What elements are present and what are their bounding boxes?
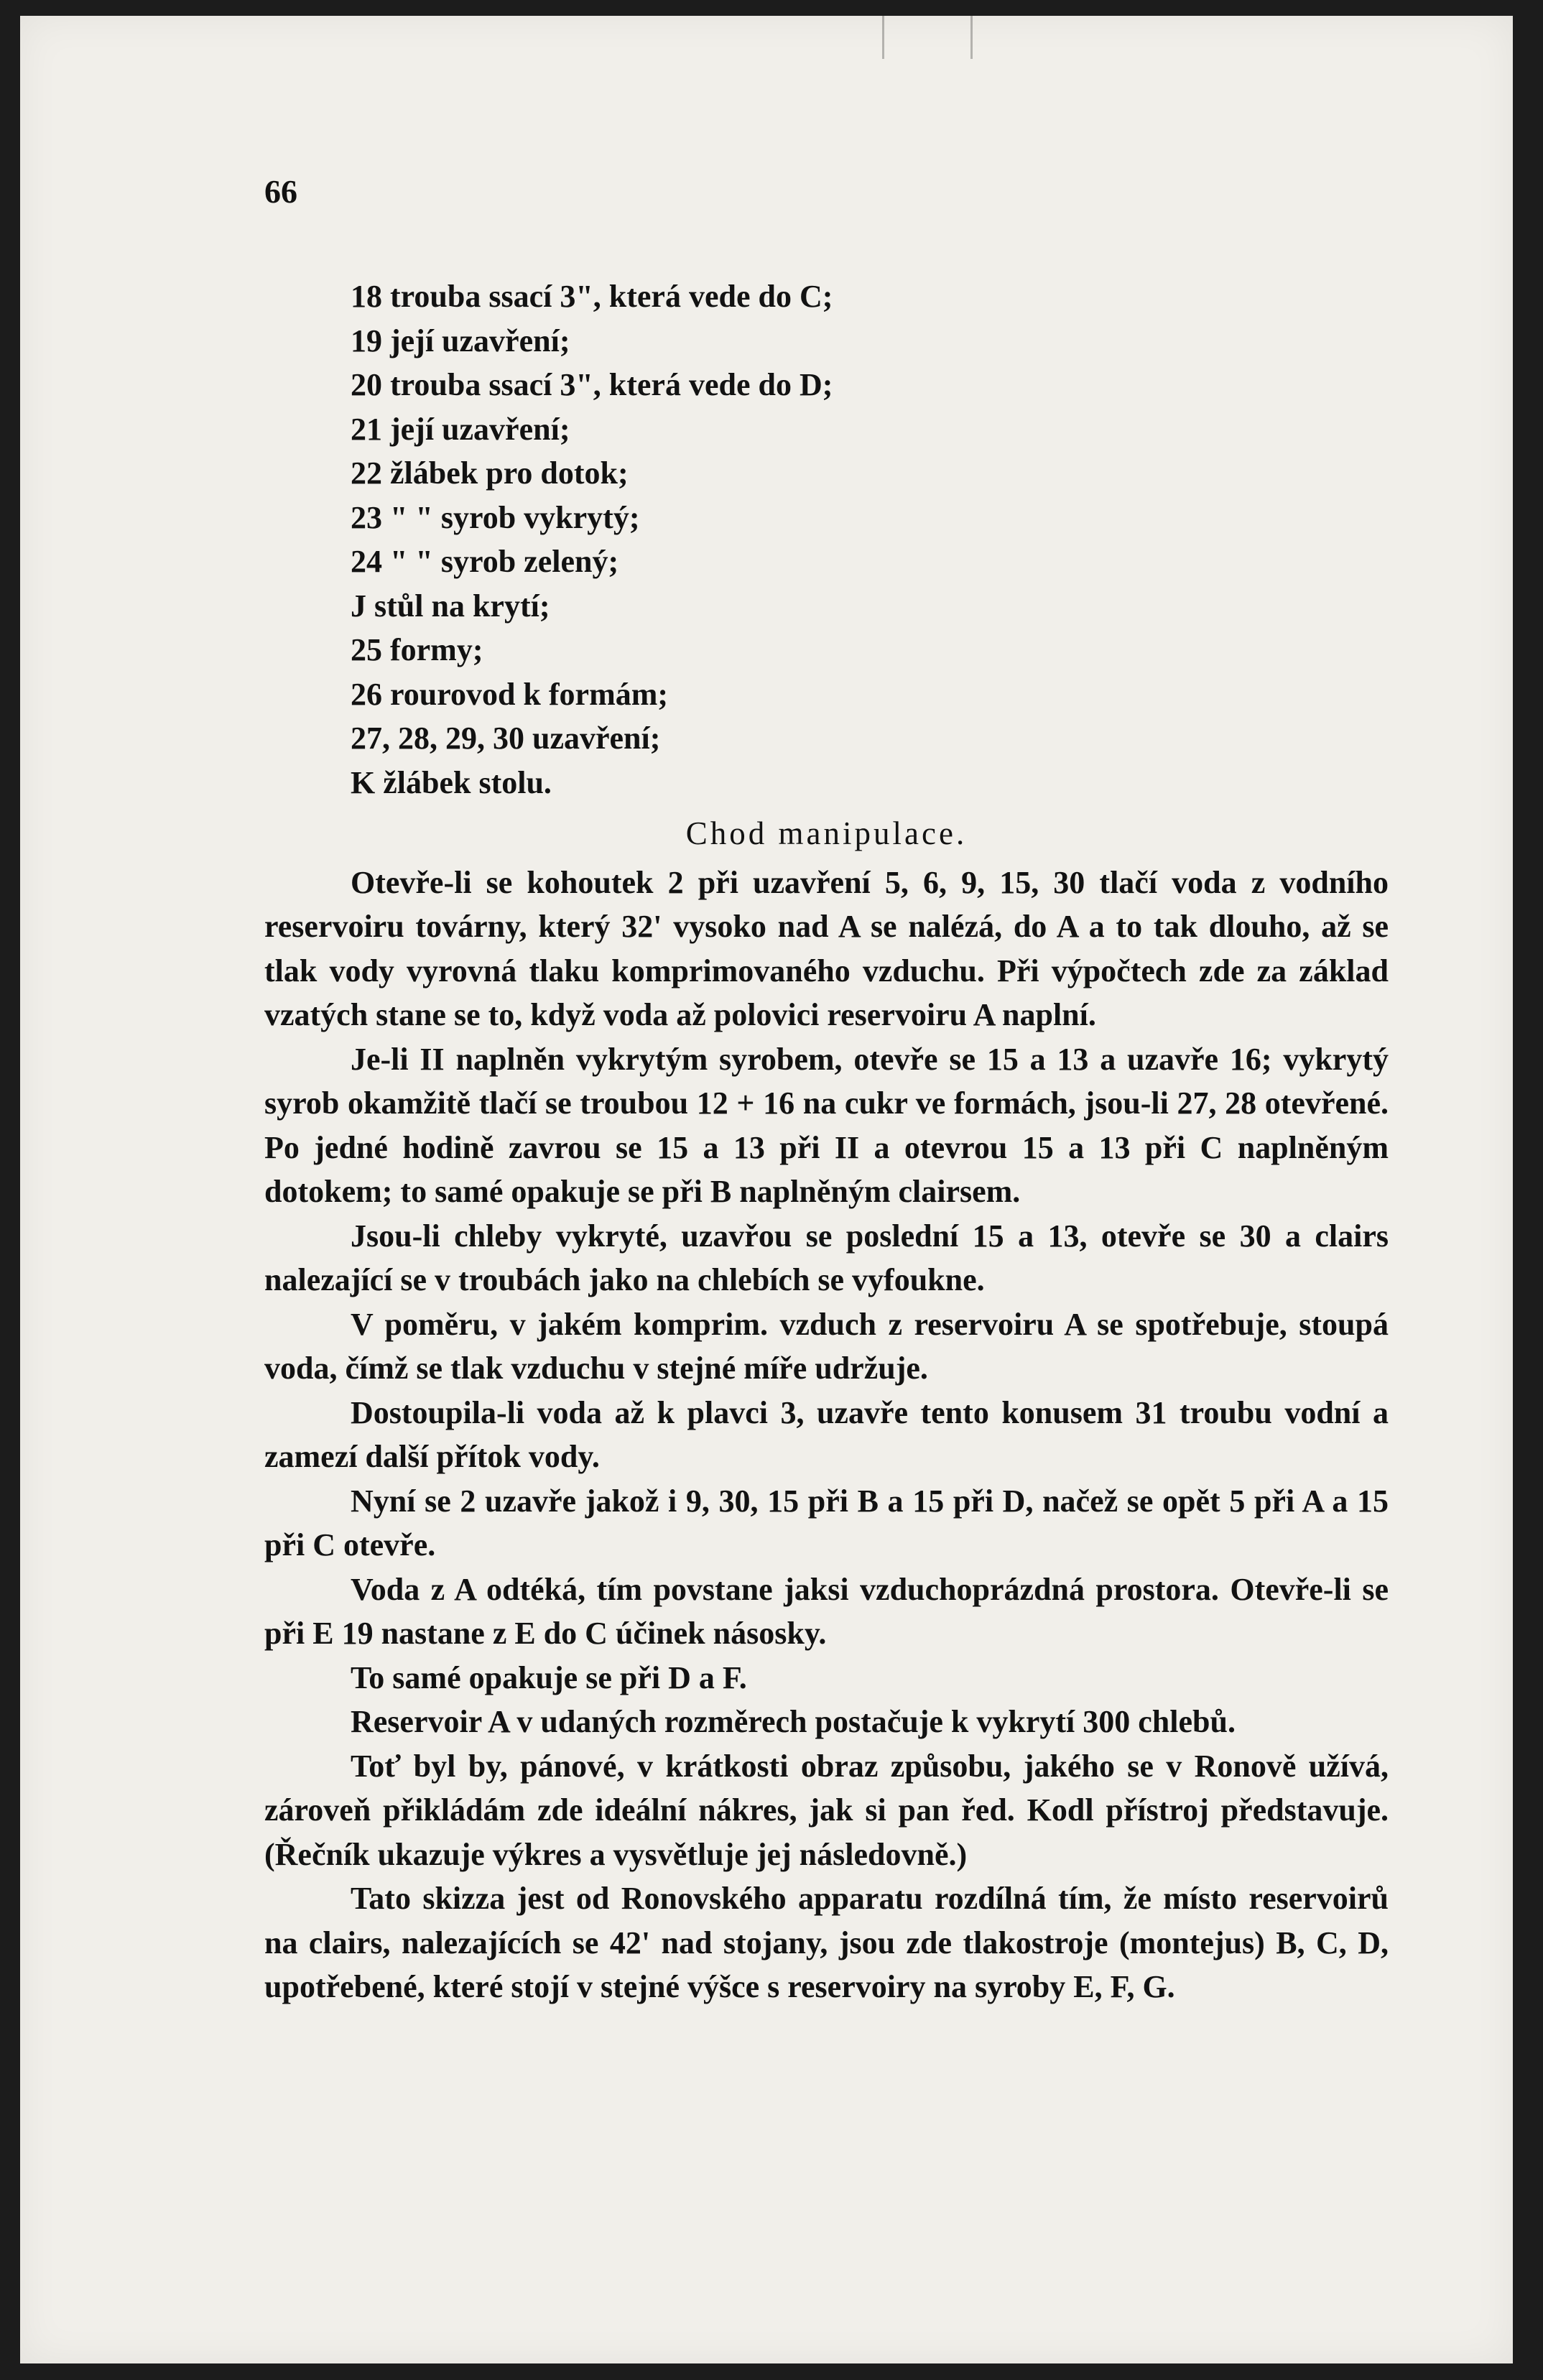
paragraph: To samé opakuje se při D a F. xyxy=(351,1659,747,1695)
legend-item: 20 trouba ssací 3", která vede do D; xyxy=(351,367,833,402)
legend-item: 22 žlábek pro dotok; xyxy=(351,455,629,491)
paragraph: Jsou-li chleby vykryté, uzavřou se poslední 15 a 13, otevře se 30 a clairs nalezající se v troubách jako na chlebích se vyfoukne. xyxy=(264,1218,1389,1297)
paragraph: Dostoupila-li voda až k plavci 3, uzavře tento konusem 31 troubu vodní a zamezí další přítok vody. xyxy=(264,1394,1389,1474)
legend-item: 18 trouba ssací 3", která vede do C; xyxy=(351,279,833,314)
paragraph: Toť byl by, pánové, v krátkosti obraz způsobu, jakého se v Ronově užívá, zároveň přikládám zde ideální nákres, jak si pan řed. Kodl přístroj představuje. (Řečník ukazuje výkres a vysvětluje jej následovně.) xyxy=(264,1748,1389,1872)
document-page xyxy=(20,16,1513,2363)
paragraph: Nyní se 2 uzavře jakož i 9, 30, 15 při B a 15 při D, načež se opět 5 při A a 15 při C otevře. xyxy=(264,1483,1389,1562)
legend-item: 26 rourovod k formám; xyxy=(351,676,669,712)
page-body xyxy=(264,274,1389,2009)
bleed-through-mark xyxy=(882,16,973,59)
legend-item: 24 " " syrob zelený; xyxy=(351,544,619,579)
paragraph: Voda z A odtéká, tím povstane jaksi vzduchoprázdná prostora. Otevře-li se při E 19 nastane z E do C účinek násosky. xyxy=(264,1571,1389,1651)
paragraph: Reservoir A v udaných rozměrech postačuje k vykrytí 300 chlebů. xyxy=(351,1704,1236,1739)
page-number: 66 xyxy=(264,173,297,210)
legend-item: J stůl na krytí; xyxy=(351,588,550,624)
paragraph: Tato skizza jest od Ronovského apparatu rozdílná tím, že místo reservoirů na clairs, nalezajících se 42' nad stojany, jsou zde tlakostroje (montejus) B, C, D, upotřebené, které stojí v stejné výšce s reservoiry na syroby E, F, G. xyxy=(264,1881,1389,2004)
legend-item: K žlábek stolu. xyxy=(351,764,552,800)
paragraph: V poměru, v jakém komprim. vzduch z reservoiru A se spotřebuje, stoupá voda, čímž se tlak vzduchu v stejné míře udržuje. xyxy=(264,1306,1389,1386)
legend-item: 23 " " syrob vykrytý; xyxy=(351,499,640,535)
legend-list xyxy=(264,274,1389,805)
legend-item: 25 formy; xyxy=(351,632,483,667)
section-heading: Chod manipulace. xyxy=(685,815,968,851)
paragraph: Otevře-li se kohoutek 2 při uzavření 5, 6, 9, 15, 30 tlačí voda z vodního reservoiru továrny, který 32' vysoko nad A se nalézá, do A a to tak dlouho, až se tlak vody vyrovná tlaku komprimovaného vzduchu. Při výpočtech zde za základ vzatých stane se to, když voda až polovici reservoiru A naplní. xyxy=(264,864,1389,1032)
legend-item: 21 její uzavření; xyxy=(351,411,570,447)
legend-item: 27, 28, 29, 30 uzavření; xyxy=(351,721,661,756)
legend-item: 19 její uzavření; xyxy=(351,323,570,358)
paragraph: Je-li II naplněn vykrytým syrobem, otevře se 15 a 13 a uzavře 16; vykrytý syrob okamžitě tlačí se troubou 12 + 16 na cukr ve formách, jsou-li 27, 28 otevřené. Po jedné hodině zavrou se 15 a 13 při II a otevrou 15 a 13 při C naplněným dotokem; to samé opakuje se při B naplněným clairsem. xyxy=(264,1041,1389,1209)
